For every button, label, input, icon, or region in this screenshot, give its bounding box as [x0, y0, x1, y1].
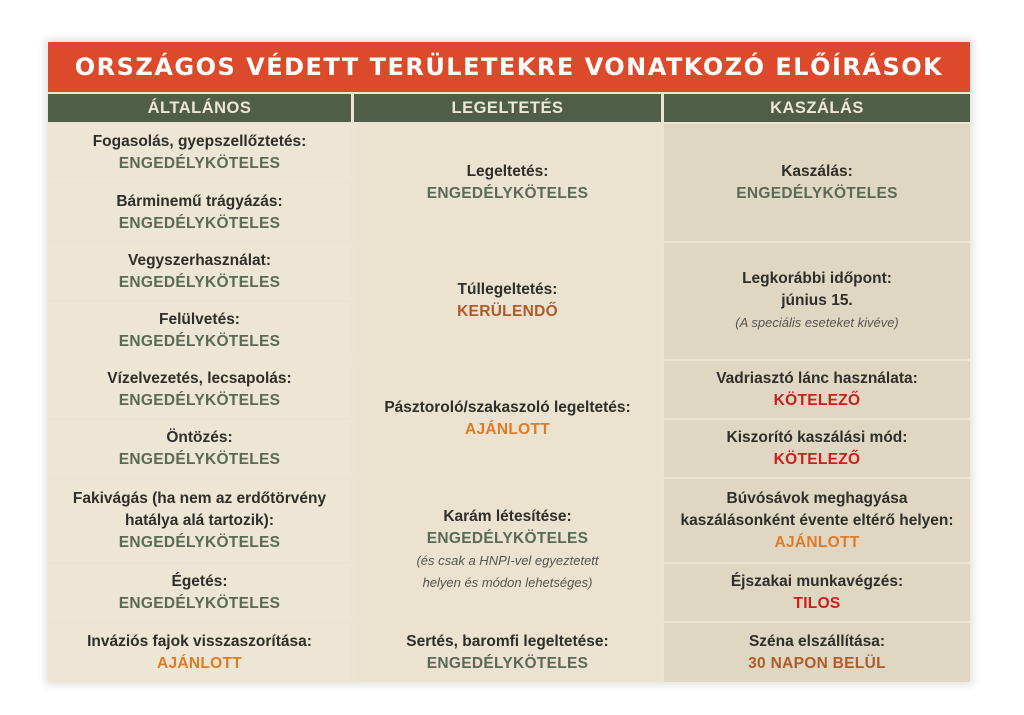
row-value: KERÜLENDŐ	[457, 303, 558, 320]
row-value: AJÁNLOTT	[774, 533, 860, 551]
row-value: ENGEDÉLYKÖTELES	[736, 184, 898, 202]
mowing-row	[664, 243, 970, 359]
row-value: ENGEDÉLYKÖTELES	[118, 332, 281, 350]
row-label: Égetés:	[171, 572, 228, 590]
general-row	[48, 564, 351, 621]
row-value: KÖTELEZŐ	[773, 450, 861, 468]
row-value: ENGEDÉLYKÖTELES	[426, 530, 589, 547]
row-label: Felülvetés:	[159, 310, 240, 328]
row-label: Kaszálás:	[781, 162, 853, 180]
row-value: ENGEDÉLYKÖTELES	[118, 450, 281, 468]
row-label: Fogasolás, gyepszellőztetés:	[92, 133, 307, 150]
mowing-row	[664, 479, 970, 562]
row-label: Széna elszállítása:	[748, 632, 886, 650]
row-label: június 15.	[781, 292, 853, 309]
row-label: Karám létesítése:	[443, 508, 572, 525]
mowing-row	[664, 420, 970, 477]
grazing-row	[354, 361, 661, 477]
row-value: ENGEDÉLYKÖTELES	[118, 214, 281, 232]
general-row	[48, 361, 351, 418]
row-value: ENGEDÉLYKÖTELES	[426, 654, 589, 672]
row-label: Vegyszerhasználat:	[127, 251, 271, 269]
general-row	[48, 479, 351, 562]
row-value: KÖTELEZŐ	[773, 391, 861, 409]
row-value: AJÁNLOTT	[464, 421, 551, 438]
mowing-row	[664, 361, 970, 418]
row-label: Bárminemű trágyázás:	[116, 192, 283, 210]
column-header-legeltetes: LEGELTETÉS	[354, 94, 661, 122]
row-label: Sertés, baromfi legeltetése:	[406, 632, 609, 650]
row-value: ENGEDÉLYKÖTELES	[118, 155, 281, 172]
general-row	[48, 184, 351, 241]
regulations-card	[48, 42, 970, 682]
row-note: (és csak a HNPI-vel egyeztetett	[416, 553, 599, 568]
row-label: Búvósávok meghagyása	[726, 489, 908, 507]
general-row	[48, 302, 351, 359]
row-label: Kiszorító kaszálási mód:	[726, 428, 908, 446]
column-header-altalanos: ÁLTALÁNOS	[48, 94, 351, 122]
column-header-kaszalas: KASZÁLÁS	[664, 94, 970, 122]
row-value: 30 NAPON BELÜL	[748, 654, 886, 672]
row-note: helyen és módon lehetséges)	[422, 575, 593, 590]
row-value: AJÁNLOTT	[156, 654, 243, 672]
mowing-row	[664, 124, 970, 241]
mowing-row	[664, 564, 970, 621]
row-label: Vadriasztó lánc használata:	[716, 369, 918, 387]
row-label: Vízelvezetés, lecsapolás:	[107, 369, 292, 387]
row-label: Öntözés:	[166, 428, 233, 446]
row-value: TILOS	[793, 594, 841, 612]
row-value: ENGEDÉLYKÖTELES	[426, 184, 589, 202]
grazing-row	[354, 124, 661, 241]
row-label: hatálya alá tartozik):	[124, 511, 275, 529]
row-value: ENGEDÉLYKÖTELES	[118, 594, 281, 612]
general-row	[48, 623, 351, 682]
row-value: ENGEDÉLYKÖTELES	[118, 273, 281, 291]
row-value: ENGEDÉLYKÖTELES	[118, 533, 281, 551]
row-label: Pásztoroló/szakaszoló legeltetés:	[384, 399, 631, 416]
mowing-row	[664, 623, 970, 682]
grazing-row	[354, 479, 661, 621]
row-label: Legeltetés:	[466, 162, 549, 180]
general-row	[48, 420, 351, 477]
row-label: kaszálásonként évente eltérő helyen:	[680, 511, 954, 529]
row-value: ENGEDÉLYKÖTELES	[118, 391, 281, 409]
row-label: Túllegeltetés:	[457, 281, 558, 298]
row-label: Legkorábbi időpont:	[742, 270, 892, 287]
general-row	[48, 124, 351, 182]
page-title: ORSZÁGOS VÉDETT TERÜLETEKRE VONATKOZÓ ELŐÍRÁSOK	[48, 42, 970, 92]
grazing-row	[354, 243, 661, 359]
row-label: Fakivágás (ha nem az erdőtörvény	[72, 489, 327, 507]
row-label: Inváziós fajok visszaszorítása:	[87, 632, 312, 650]
row-note: (A speciális eseteket kivéve)	[735, 315, 899, 330]
general-row	[48, 243, 351, 300]
row-label: Éjszakai munkavégzés:	[730, 572, 904, 590]
grazing-row	[354, 623, 661, 682]
